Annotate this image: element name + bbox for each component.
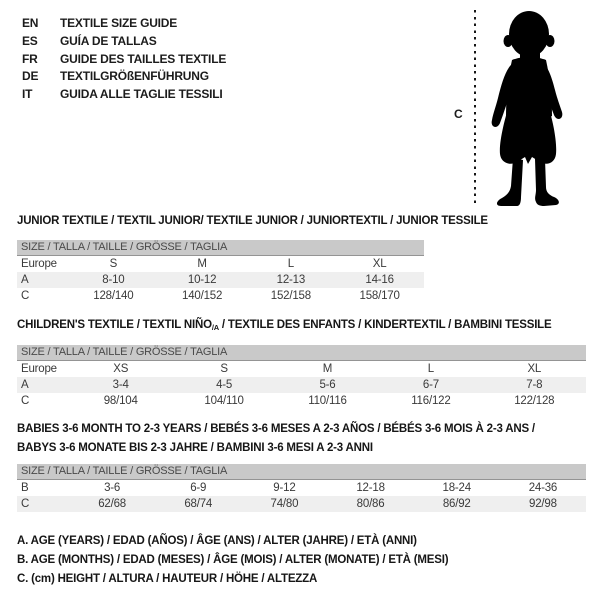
height-cell: 128/140 [93, 290, 134, 302]
babies-title-line1: BABIES 3-6 MONTH TO 2-3 YEARS / BEBÉS 3-6 MESES A 2-3 AÑOS / BÉBÉS 3-6 MOIS À 2-3 ANS / [17, 423, 535, 435]
junior-textile-table [17, 240, 424, 304]
language-row-es [22, 33, 226, 51]
title-text: / TEXTILE DES ENFANTS / KINDERTEXTIL / BAMBINI TESSILE [218, 319, 552, 331]
row-label: C [21, 290, 30, 302]
size-cell: XL [527, 363, 542, 375]
row-label: C [21, 498, 30, 510]
size-header-bar: SIZE / TALLA / TAILLE / GRÖSSE / TAGLIA [17, 345, 586, 361]
row-label: C [21, 395, 30, 407]
height-cell: 74/80 [270, 498, 299, 510]
language-row-de [22, 68, 226, 86]
note-height-cm: C. (cm) HEIGHT / ALTURA / HAUTEUR / HÖHE / ALTEZZA [17, 573, 318, 585]
language-code: IT [22, 87, 33, 102]
language-code: FR [22, 51, 38, 66]
junior-textile-title: JUNIOR TEXTILE / TEXTIL JUNIOR/ TEXTILE JUNIOR / JUNIORTEXTIL / JUNIOR TESSILE [17, 215, 488, 227]
language-row-it [22, 86, 226, 104]
note-age-months: B. AGE (MONTHS) / EDAD (MESES) / ÂGE (MOIS) / ALTER (MONATE) / ETÀ (MESI) [17, 554, 449, 566]
row-label: Europe [21, 363, 57, 375]
age-cell: 14-16 [365, 274, 394, 286]
age-cell: 10-12 [187, 274, 217, 286]
height-cell: 80/86 [356, 498, 385, 510]
language-title-list [22, 15, 226, 104]
height-cell: 104/110 [204, 395, 244, 407]
babies-title-line2: BABYS 3-6 MONATE BIS 2-3 JAHRE / BAMBINI 3-6 MESI A 2-3 ANNI [17, 442, 373, 454]
guide-title-en: TEXTILE SIZE GUIDE [60, 16, 178, 30]
height-cell: 158/170 [359, 290, 400, 302]
height-cell: 122/128 [514, 395, 555, 407]
table-row [17, 496, 586, 512]
height-cell: 140/152 [182, 290, 223, 302]
height-measure-dotted-line [474, 10, 476, 206]
babies-textile-table [17, 464, 586, 512]
height-cell: 152/158 [270, 290, 311, 302]
guide-title-fr: GUIDE DES TAILLES TEXTILE [60, 51, 227, 66]
age-cell: 7-8 [526, 379, 543, 391]
size-cell: XS [113, 363, 129, 375]
age-cell: 4-5 [216, 379, 233, 391]
childrens-textile-title [17, 319, 551, 332]
childrens-textile-table [17, 345, 586, 409]
language-code: EN [22, 16, 39, 30]
age-cell: 3-6 [104, 482, 121, 494]
height-cell: 98/104 [103, 395, 138, 407]
table-row [17, 361, 586, 377]
age-cell: 18-24 [442, 482, 471, 494]
height-cell: 92/98 [529, 498, 557, 510]
table-row [17, 393, 586, 409]
age-cell: 8-10 [102, 274, 125, 286]
language-row-en [22, 15, 226, 33]
size-cell: L [287, 258, 294, 270]
age-cell: 3-4 [112, 379, 129, 391]
guide-title-it: GUIDA ALLE TAGLIE TESSILI [60, 87, 223, 102]
row-label: A [21, 379, 29, 391]
row-label: A [21, 274, 29, 286]
size-cell: S [220, 363, 228, 375]
height-measure-label: C [454, 107, 463, 121]
height-cell: 116/122 [411, 395, 451, 407]
table-row [17, 272, 424, 288]
age-cell: 9-12 [273, 482, 296, 494]
language-code: DE [22, 69, 39, 84]
size-cell: M [322, 363, 333, 375]
row-label: B [21, 482, 29, 494]
note-age-years: A. AGE (YEARS) / EDAD (AÑOS) / ÂGE (ANS) / ALTER (JAHRE) / ETÀ (ANNI) [17, 535, 417, 547]
height-cell: 86/92 [442, 498, 471, 510]
age-cell: 6-9 [190, 482, 207, 494]
size-cell: M [197, 258, 207, 270]
age-cell: 12-18 [356, 482, 385, 494]
language-row-fr [22, 51, 226, 69]
guide-title-es: GUÍA DE TALLAS [60, 33, 157, 48]
size-cell: L [427, 363, 434, 375]
table-row [17, 377, 586, 393]
row-label: Europe [21, 258, 57, 270]
height-cell: 62/68 [98, 498, 126, 510]
size-header-bar: SIZE / TALLA / TAILLE / GRÖSSE / TAGLIA [17, 240, 424, 256]
title-subscript: /A [211, 323, 219, 332]
table-row [17, 256, 424, 272]
age-cell: 24-36 [528, 482, 558, 494]
title-text: CHILDREN'S TEXTILE / TEXTIL NIÑO [17, 319, 212, 331]
table-row [17, 288, 424, 304]
height-cell: 110/116 [308, 395, 347, 407]
size-header-bar: SIZE / TALLA / TAILLE / GRÖSSE / TAGLIA [17, 464, 586, 480]
size-cell: XL [372, 258, 387, 270]
height-cell: 68/74 [184, 498, 213, 510]
age-cell: 5-6 [319, 379, 336, 391]
size-cell: S [109, 258, 118, 270]
language-code: ES [22, 33, 38, 48]
babies-textile-title [17, 420, 535, 458]
baby-silhouette [482, 8, 574, 208]
table-row [17, 480, 586, 496]
age-cell: 12-13 [276, 274, 306, 286]
age-cell: 6-7 [422, 379, 439, 391]
guide-title-de: TEXTILGRÖßENFÜHRUNG [60, 69, 209, 84]
legend-notes [17, 532, 448, 589]
